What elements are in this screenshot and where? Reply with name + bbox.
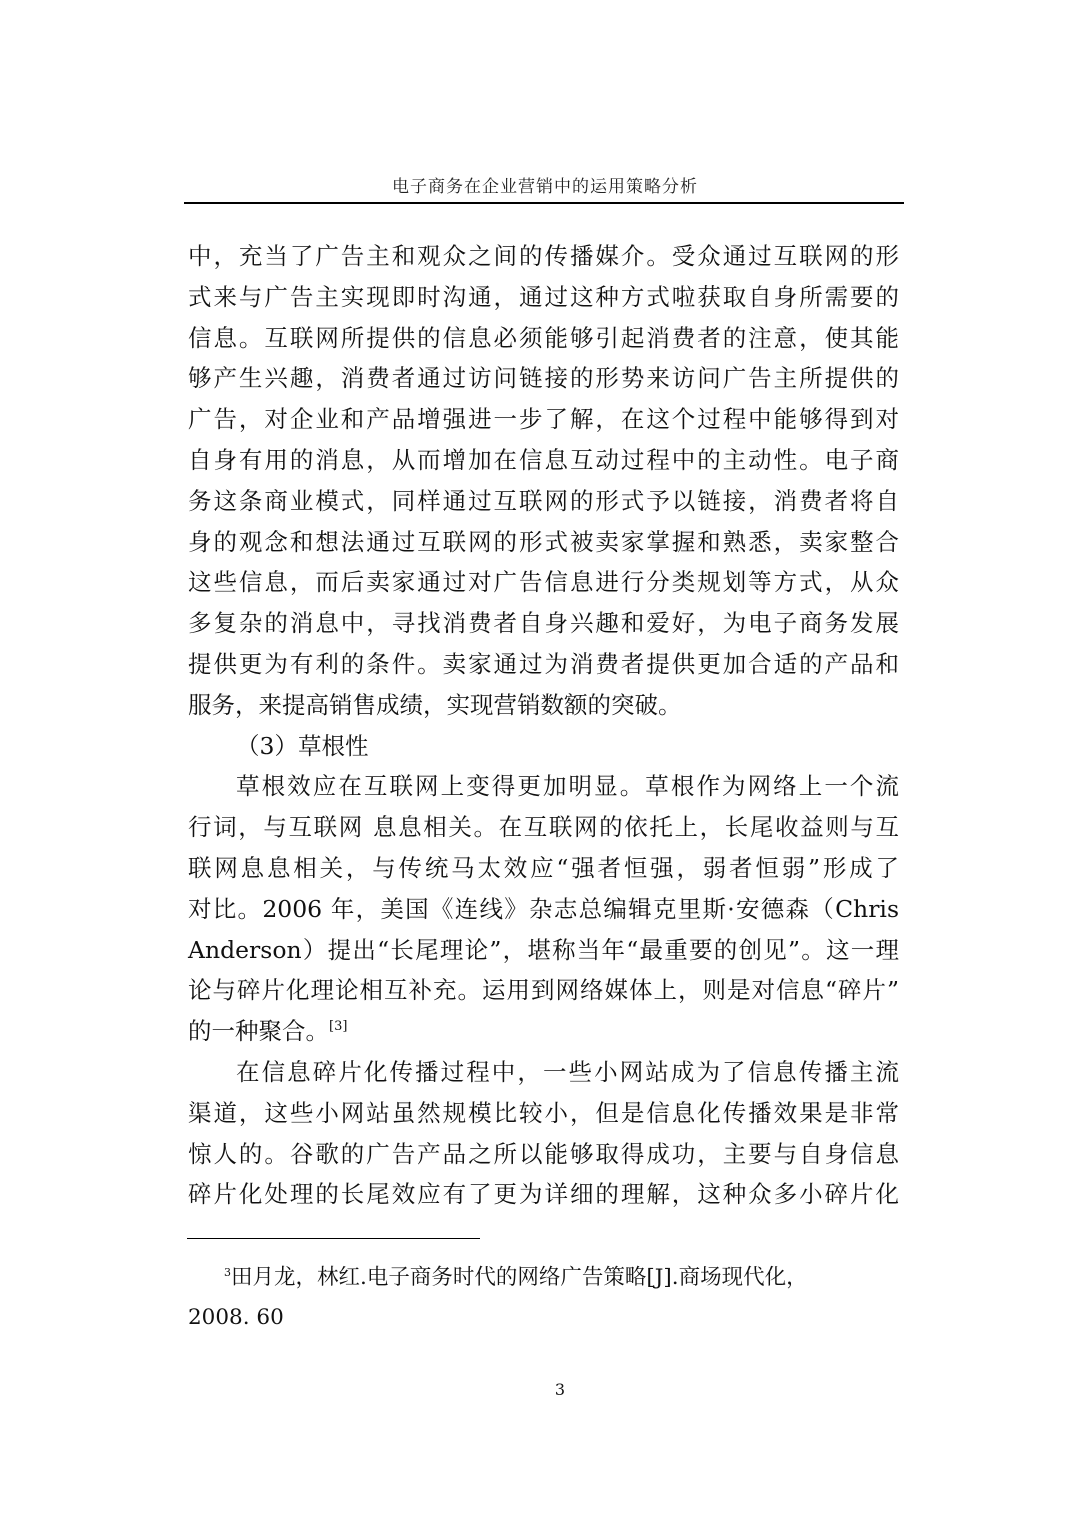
section-subheading: （3）草根性 [236,731,369,760]
paragraph-line: 草根效应在互联网上变得更加明显。草根作为网络上一个流 [236,772,899,801]
paragraph-line-text: 的一种聚合。 [188,1017,329,1046]
paragraph-line: 信息。互联网所提供的信息必须能够引起消费者的注意，使其能 [188,323,899,352]
paragraph-line: 务这条商业模式，同样通过互联网的形式予以链接，消费者将自 [188,486,899,515]
footnote-marker: 3 [224,1265,231,1279]
paragraph-line: 在信息碎片化传播过程中，一些小网站成为了信息传播主流 [236,1057,899,1086]
body-text [188,236,899,1215]
running-header: 电子商务在企业营销中的运用策略分析 [392,177,698,197]
paragraph-line: 广告，对企业和产品增强进一步了解，在这个过程中能够得到对 [188,405,899,434]
paragraph-line: 提供更为有利的条件。卖家通过为消费者提供更加合适的产品和 [188,649,899,678]
paragraph-line: 中，充当了广告主和观众之间的传播媒介。受众通过互联网的形 [188,242,899,270]
paragraph-line: Anderson）提出“长尾理论”，堪称当年“最重要的创见”。这一理 [188,935,899,964]
header-rule [184,202,904,204]
footnote [188,1258,899,1338]
paragraph-line: 对比。2006 年，美国《连线》杂志总编辑克里斯·安德森（Chris [188,894,899,923]
paragraph-line: 服务，来提高销售成绩，实现营销数额的突破。 [188,690,682,719]
paragraph-line: 够产生兴趣，消费者通过访问链接的形势来访问广告主所提供的 [188,364,899,393]
paragraph-line: 联网息息相关，与传统马太效应“强者恒强，弱者恒弱”形成了 [188,853,899,882]
paragraph-line: 惊人的。谷歌的广告产品之所以能够取得成功，主要与自身信息 [188,1139,899,1168]
paragraph-line: 自身有用的消息，从而增加在信息互动过程中的主动性。电子商 [188,445,899,474]
paragraph-line: 碎片化处理的长尾效应有了更为详细的理解，这种众多小碎片化 [188,1180,899,1209]
paragraph-line: 多复杂的消息中，寻找消费者自身兴趣和爱好，为电子商务发展 [188,609,899,638]
paragraph-line: 行词，与互联网 息息相关。在互联网的依托上，长尾收益则与互 [188,813,899,842]
paragraph-line: 这些信息，而后卖家通过对广告信息进行分类规划等方式，从众 [188,568,899,597]
footnote-text: 田月龙，林红.电子商务时代的网络广告策略[J].商场现代化， [231,1265,808,1290]
page-number: 3 [554,1380,566,1399]
footnote-line: 2008. 60 [188,1305,284,1330]
paragraph-line: 身的观念和想法通过互联网的形式被卖家掌握和熟悉，卖家整合 [188,527,899,556]
paragraph-line-with-citation [188,1011,899,1052]
paragraph-line: 论与碎片化理论相互补充。运用到网络媒体上，则是对信息“碎片” [188,976,899,1005]
footnote-line [188,1258,899,1298]
footnote-rule [187,1238,480,1239]
paragraph-line: 式来与广告主实现即时沟通，通过这种方式啦获取自身所需要的 [188,282,899,311]
citation-marker[interactable]: [3] [329,1019,348,1035]
paragraph-line: 渠道，这些小网站虽然规模比较小，但是信息化传播效果是非常 [188,1098,899,1127]
